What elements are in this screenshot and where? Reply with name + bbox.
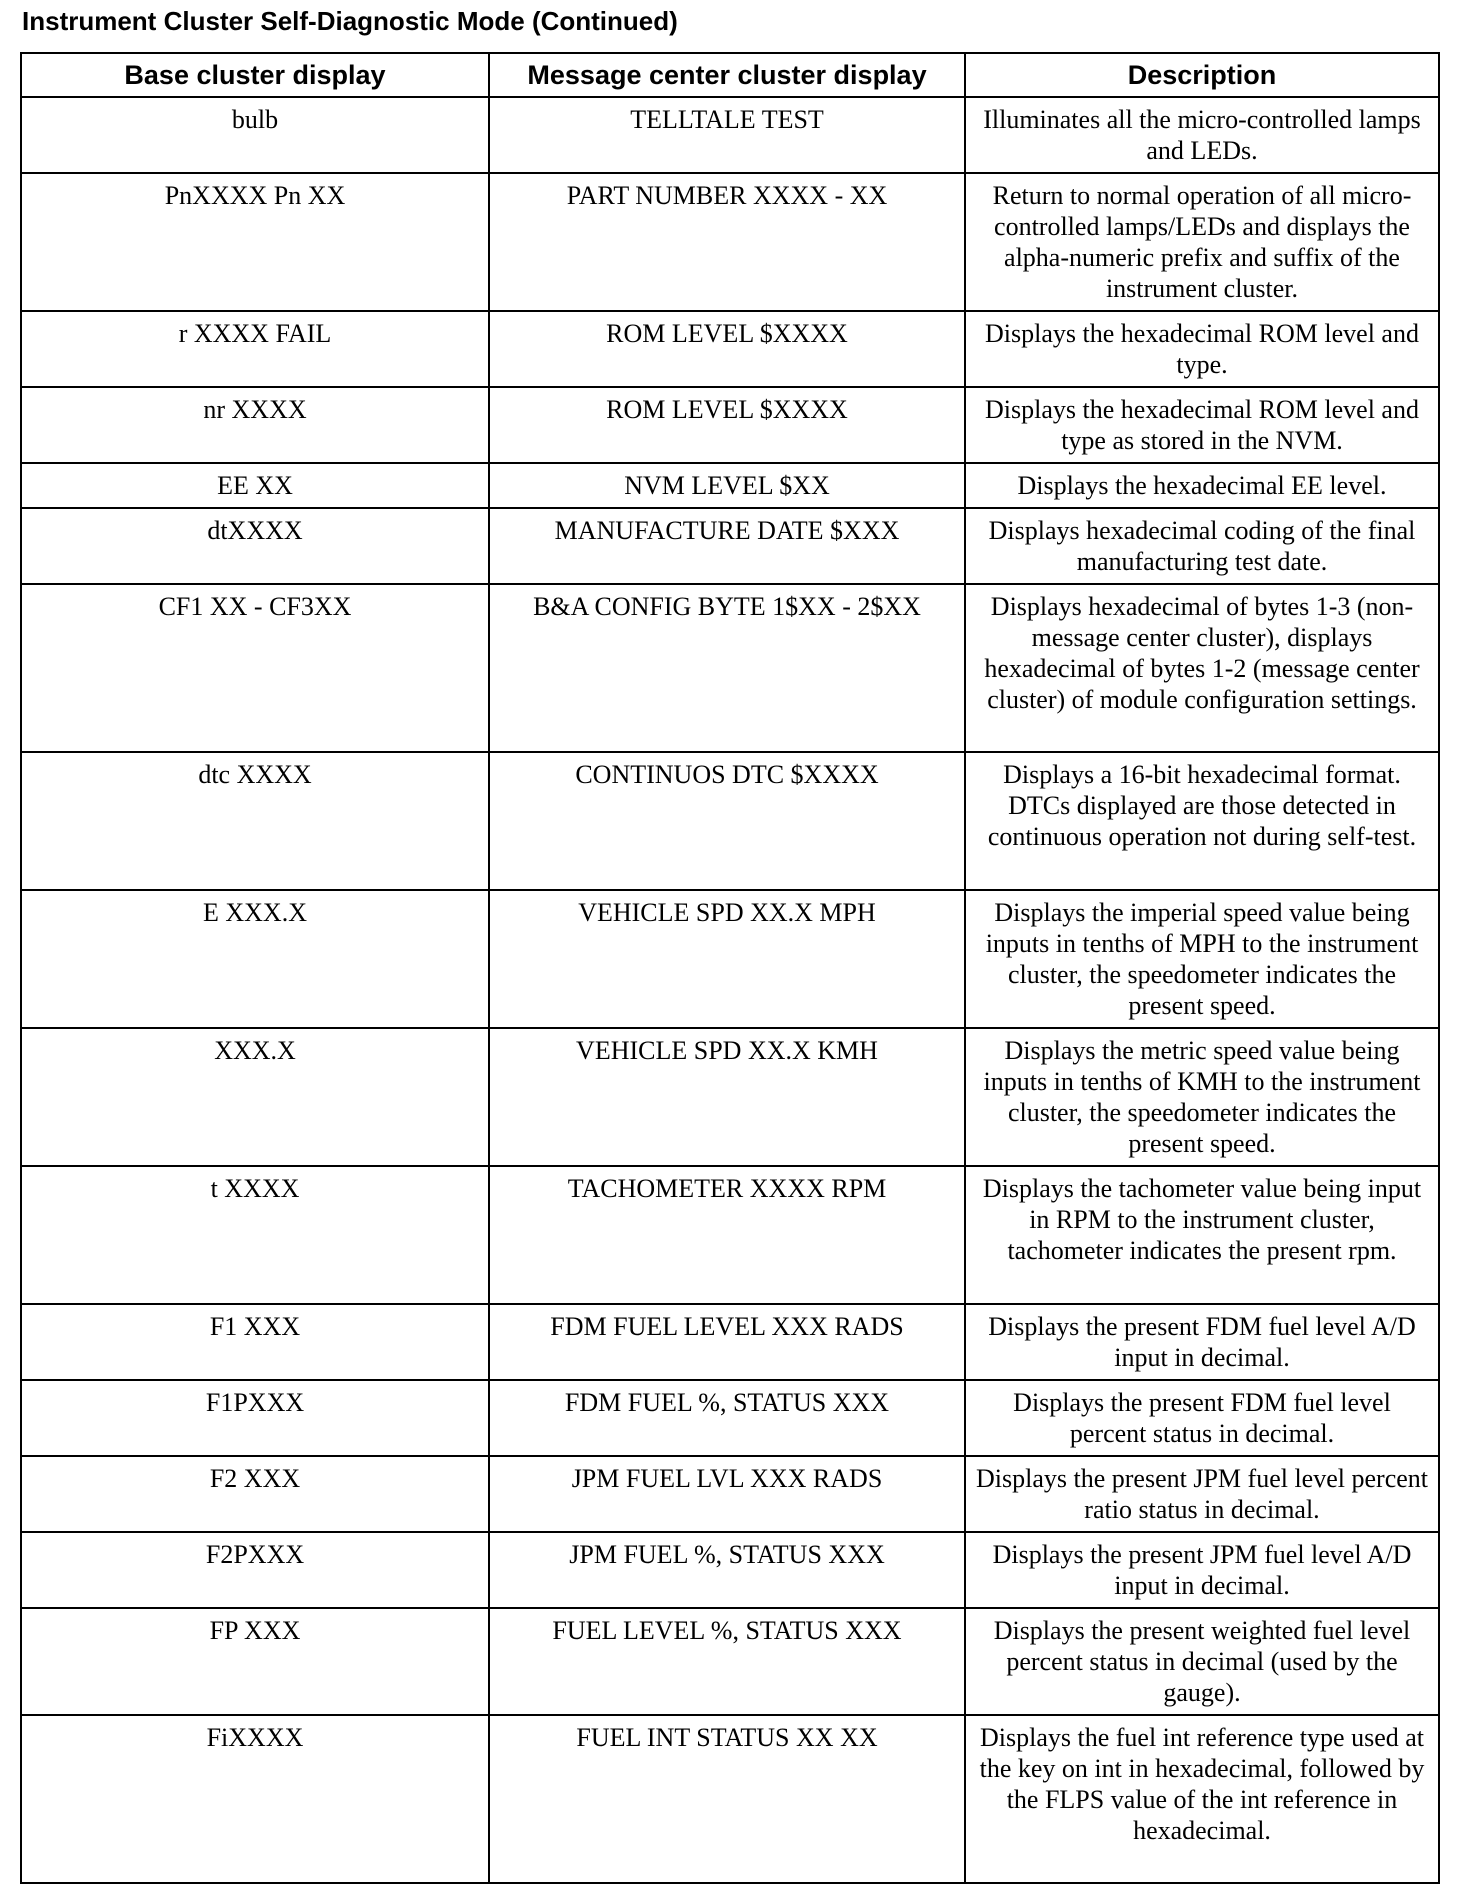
page-title: Instrument Cluster Self-Diagnostic Mode (Continued) [22, 6, 678, 36]
cell-base: E XXX.X [21, 890, 489, 1028]
cell-base: F1 XXX [21, 1304, 489, 1380]
cell-base: dtXXXX [21, 508, 489, 584]
table-row [21, 1380, 1439, 1456]
cell-message: TACHOMETER XXXX RPM [489, 1166, 965, 1304]
cell-description: Illuminates all the micro-controlled lamps and LEDs. [965, 97, 1439, 173]
column-header-description: Description [965, 53, 1439, 97]
cell-description: Displays the tachometer value being input in RPM to the instrument cluster, tachometer indicates the present rpm. [965, 1166, 1439, 1304]
cell-description: Displays the present FDM fuel level percent status in decimal. [965, 1380, 1439, 1456]
table-row [21, 463, 1439, 508]
table-row [21, 97, 1439, 173]
cell-base: FP XXX [21, 1608, 489, 1715]
cell-description: Displays hexadecimal coding of the final manufacturing test date. [965, 508, 1439, 584]
cell-message: NVM LEVEL $XX [489, 463, 965, 508]
cell-message: FDM FUEL %, STATUS XXX [489, 1380, 965, 1456]
cell-description: Displays the hexadecimal ROM level and type. [965, 311, 1439, 387]
cell-base: nr XXXX [21, 387, 489, 463]
cell-message: FUEL INT STATUS XX XX [489, 1715, 965, 1883]
cell-base: bulb [21, 97, 489, 173]
table-row [21, 1715, 1439, 1883]
cell-base: F2 XXX [21, 1456, 489, 1532]
cell-description: Return to normal operation of all micro-controlled lamps/LEDs and displays the alpha-numeric prefix and suffix of the instrument cluster. [965, 173, 1439, 311]
cell-description: Displays the hexadecimal EE level. [965, 463, 1439, 508]
cell-base: EE XX [21, 463, 489, 508]
cell-description: Displays hexadecimal of bytes 1-3 (non-message center cluster), displays hexadecimal of bytes 1-2 (message center cluster) of module configuration settings. [965, 584, 1439, 752]
cell-base: FiXXXX [21, 1715, 489, 1883]
cell-description: Displays the present JPM fuel level percent ratio status in decimal. [965, 1456, 1439, 1532]
cell-message: MANUFACTURE DATE $XXX [489, 508, 965, 584]
cell-description: Displays the metric speed value being inputs in tenths of KMH to the instrument cluster, the speedometer indicates the present speed. [965, 1028, 1439, 1166]
cell-base: dtc XXXX [21, 752, 489, 890]
cell-message: ROM LEVEL $XXXX [489, 387, 965, 463]
cell-base: XXX.X [21, 1028, 489, 1166]
cell-base: PnXXXX Pn XX [21, 173, 489, 311]
table-row [21, 1166, 1439, 1304]
cell-message: FUEL LEVEL %, STATUS XXX [489, 1608, 965, 1715]
cell-message: JPM FUEL LVL XXX RADS [489, 1456, 965, 1532]
table-row [21, 1532, 1439, 1608]
cell-description: Displays the hexadecimal ROM level and type as stored in the NVM. [965, 387, 1439, 463]
table-row [21, 1304, 1439, 1380]
column-header-base: Base cluster display [21, 53, 489, 97]
column-header-message: Message center cluster display [489, 53, 965, 97]
cell-description: Displays the fuel int reference type used at the key on int in hexadecimal, followed by the FLPS value of the int reference in hexadecimal. [965, 1715, 1439, 1883]
cell-message: CONTINUOS DTC $XXXX [489, 752, 965, 890]
cell-message: VEHICLE SPD XX.X MPH [489, 890, 965, 1028]
table-row [21, 1028, 1439, 1166]
cell-message: PART NUMBER XXXX - XX [489, 173, 965, 311]
table-row [21, 387, 1439, 463]
diagnostic-table [20, 52, 1440, 1884]
cell-message: VEHICLE SPD XX.X KMH [489, 1028, 965, 1166]
table-row [21, 890, 1439, 1028]
cell-description: Displays the imperial speed value being inputs in tenths of MPH to the instrument cluster, the speedometer indicates the present speed. [965, 890, 1439, 1028]
cell-message: FDM FUEL LEVEL XXX RADS [489, 1304, 965, 1380]
cell-base: F1PXXX [21, 1380, 489, 1456]
table-row [21, 311, 1439, 387]
cell-base: F2PXXX [21, 1532, 489, 1608]
table-row [21, 1608, 1439, 1715]
table-row [21, 173, 1439, 311]
table-row [21, 508, 1439, 584]
cell-description: Displays the present JPM fuel level A/D input in decimal. [965, 1532, 1439, 1608]
table-header-row [21, 53, 1439, 97]
cell-description: Displays the present FDM fuel level A/D input in decimal. [965, 1304, 1439, 1380]
cell-base: r XXXX FAIL [21, 311, 489, 387]
cell-description: Displays the present weighted fuel level percent status in decimal (used by the gauge). [965, 1608, 1439, 1715]
table-row [21, 1456, 1439, 1532]
cell-message: B&A CONFIG BYTE 1$XX - 2$XX [489, 584, 965, 752]
cell-message: TELLTALE TEST [489, 97, 965, 173]
cell-base: CF1 XX - CF3XX [21, 584, 489, 752]
cell-description: Displays a 16-bit hexadecimal format. DTCs displayed are those detected in continuous operation not during self-test. [965, 752, 1439, 890]
table-row [21, 584, 1439, 752]
cell-base: t XXXX [21, 1166, 489, 1304]
cell-message: ROM LEVEL $XXXX [489, 311, 965, 387]
table-row [21, 752, 1439, 890]
cell-message: JPM FUEL %, STATUS XXX [489, 1532, 965, 1608]
